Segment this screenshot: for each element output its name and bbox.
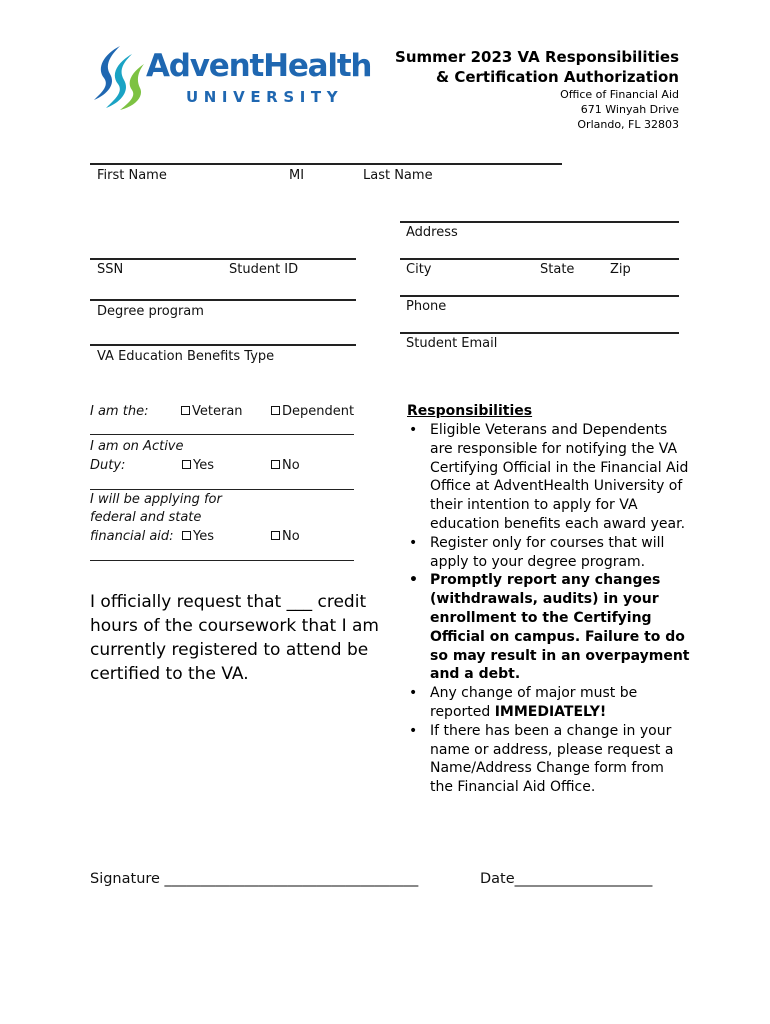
city-label: City xyxy=(406,262,432,277)
text-part: reported xyxy=(430,703,495,720)
divider xyxy=(90,434,354,435)
dependent-label: Dependent xyxy=(282,404,355,419)
address-line[interactable] xyxy=(400,221,679,223)
text-line: Name/Address Change form from xyxy=(430,760,664,777)
phone-label: Phone xyxy=(406,299,447,314)
logo-wave-icon xyxy=(90,44,146,110)
list-item xyxy=(407,571,697,684)
responsibilities-heading: Responsibilities xyxy=(407,403,533,419)
mi-label: MI xyxy=(289,168,305,183)
veteran-label: Veteran xyxy=(192,404,243,419)
fed-aid-label-2: federal and state xyxy=(90,510,202,525)
bullet: • xyxy=(409,534,418,551)
active-duty-yes-checkbox[interactable] xyxy=(182,460,191,469)
email-line[interactable] xyxy=(400,332,679,334)
text-line: their intention to apply for VA xyxy=(430,497,638,514)
text-line: Eligible Veterans and Dependents xyxy=(430,422,668,438)
phone-line[interactable] xyxy=(400,295,679,297)
yes-label: Yes xyxy=(193,529,214,544)
va-benefits-label: VA Education Benefits Type xyxy=(97,349,275,364)
city-line[interactable] xyxy=(400,258,679,260)
text-line: apply to your degree program. xyxy=(430,553,646,570)
last-name-label: Last Name xyxy=(363,168,433,183)
student-id-label: Student ID xyxy=(229,262,299,277)
text-line: the Financial Aid Office. xyxy=(430,779,596,796)
bullet: • xyxy=(409,422,418,438)
active-duty-label-2: Duty: xyxy=(90,458,126,473)
signature-field[interactable]: Signature ___________________________________ xyxy=(90,871,419,887)
text-line: education benefits each award year. xyxy=(430,515,686,532)
ssn-line[interactable] xyxy=(90,258,356,260)
request-line: certified to the VA. xyxy=(90,664,249,684)
office-city: Orlando, FL 32803 xyxy=(577,118,679,131)
no-label: No xyxy=(282,458,300,473)
text-line: If there has been a change in your xyxy=(430,722,672,739)
credit-request-text xyxy=(90,590,379,686)
request-line: hours of the coursework that I am xyxy=(90,616,379,636)
bullet: • xyxy=(409,685,418,702)
no-label: No xyxy=(282,529,300,544)
emphasis-text: IMMEDIATELY! xyxy=(494,703,607,720)
text-line: Office at AdventHealth University of xyxy=(430,478,683,495)
list-item xyxy=(407,722,697,797)
text-line: and a debt. xyxy=(430,666,521,683)
zip-label: Zip xyxy=(610,262,631,277)
divider xyxy=(90,560,354,561)
text-line: (withdrawals, audits) in your xyxy=(430,591,659,608)
text-line: Promptly report any changes xyxy=(430,572,661,589)
fed-aid-label-3: financial aid: xyxy=(90,529,174,544)
veteran-checkbox[interactable] xyxy=(181,406,190,415)
text-line: Register only for courses that will xyxy=(430,534,665,551)
text-line xyxy=(430,703,697,722)
ssn-label: SSN xyxy=(97,262,124,277)
yes-label: Yes xyxy=(193,458,214,473)
responsibilities-list xyxy=(407,421,697,797)
name-line[interactable] xyxy=(90,163,562,165)
divider xyxy=(90,489,354,490)
office-name: Office of Financial Aid xyxy=(560,88,679,101)
veteran-option[interactable] xyxy=(181,404,243,419)
form-title-line1: Summer 2023 VA Responsibilities xyxy=(395,48,679,66)
state-label: State xyxy=(540,262,575,277)
text-line: so may result in an overpayment xyxy=(430,647,690,664)
text-line: name or address, please request a xyxy=(430,741,674,758)
active-duty-no-option[interactable] xyxy=(271,458,300,473)
va-benefits-line[interactable] xyxy=(90,344,356,346)
fed-aid-label-1: I will be applying for xyxy=(90,492,222,507)
date-field[interactable]: Date___________________ xyxy=(480,871,653,887)
active-duty-label-1: I am on Active xyxy=(90,439,184,454)
fed-aid-no-checkbox[interactable] xyxy=(271,531,280,540)
fed-aid-yes-option[interactable] xyxy=(182,529,214,544)
active-duty-no-checkbox[interactable] xyxy=(271,460,280,469)
text-line: enrollment to the Certifying xyxy=(430,609,652,626)
degree-line[interactable] xyxy=(90,299,356,301)
degree-program-label: Degree program xyxy=(97,304,204,319)
bullet: • xyxy=(409,572,418,589)
dependent-checkbox[interactable] xyxy=(271,406,280,415)
dependent-option[interactable] xyxy=(271,404,354,419)
i-am-the-label: I am the: xyxy=(90,404,149,419)
address-label: Address xyxy=(406,225,458,240)
form-title-line2: & Certification Authorization xyxy=(436,68,679,86)
text-line: Any change of major must be xyxy=(430,685,638,702)
text-line: are responsible for notifying the VA xyxy=(430,440,678,457)
logo-wordmark: AdventHealth xyxy=(146,48,372,84)
list-item xyxy=(407,534,697,572)
fed-aid-no-option[interactable] xyxy=(271,529,300,544)
active-duty-yes-option[interactable] xyxy=(182,458,214,473)
fed-aid-yes-checkbox[interactable] xyxy=(182,531,191,540)
list-item xyxy=(407,684,697,722)
list-item xyxy=(407,421,697,534)
office-street: 671 Winyah Drive xyxy=(580,103,679,116)
text-line: Official on campus. Failure to do xyxy=(430,628,685,645)
request-line: I officially request that ___ credit xyxy=(90,592,367,612)
logo-subtitle: UNIVERSITY xyxy=(186,88,344,106)
student-email-label: Student Email xyxy=(406,336,498,351)
bullet: • xyxy=(409,722,418,739)
first-name-label: First Name xyxy=(97,168,167,183)
text-line: Certifying Official in the Financial Aid xyxy=(430,459,689,476)
request-line: currently registered to attend be xyxy=(90,640,369,660)
